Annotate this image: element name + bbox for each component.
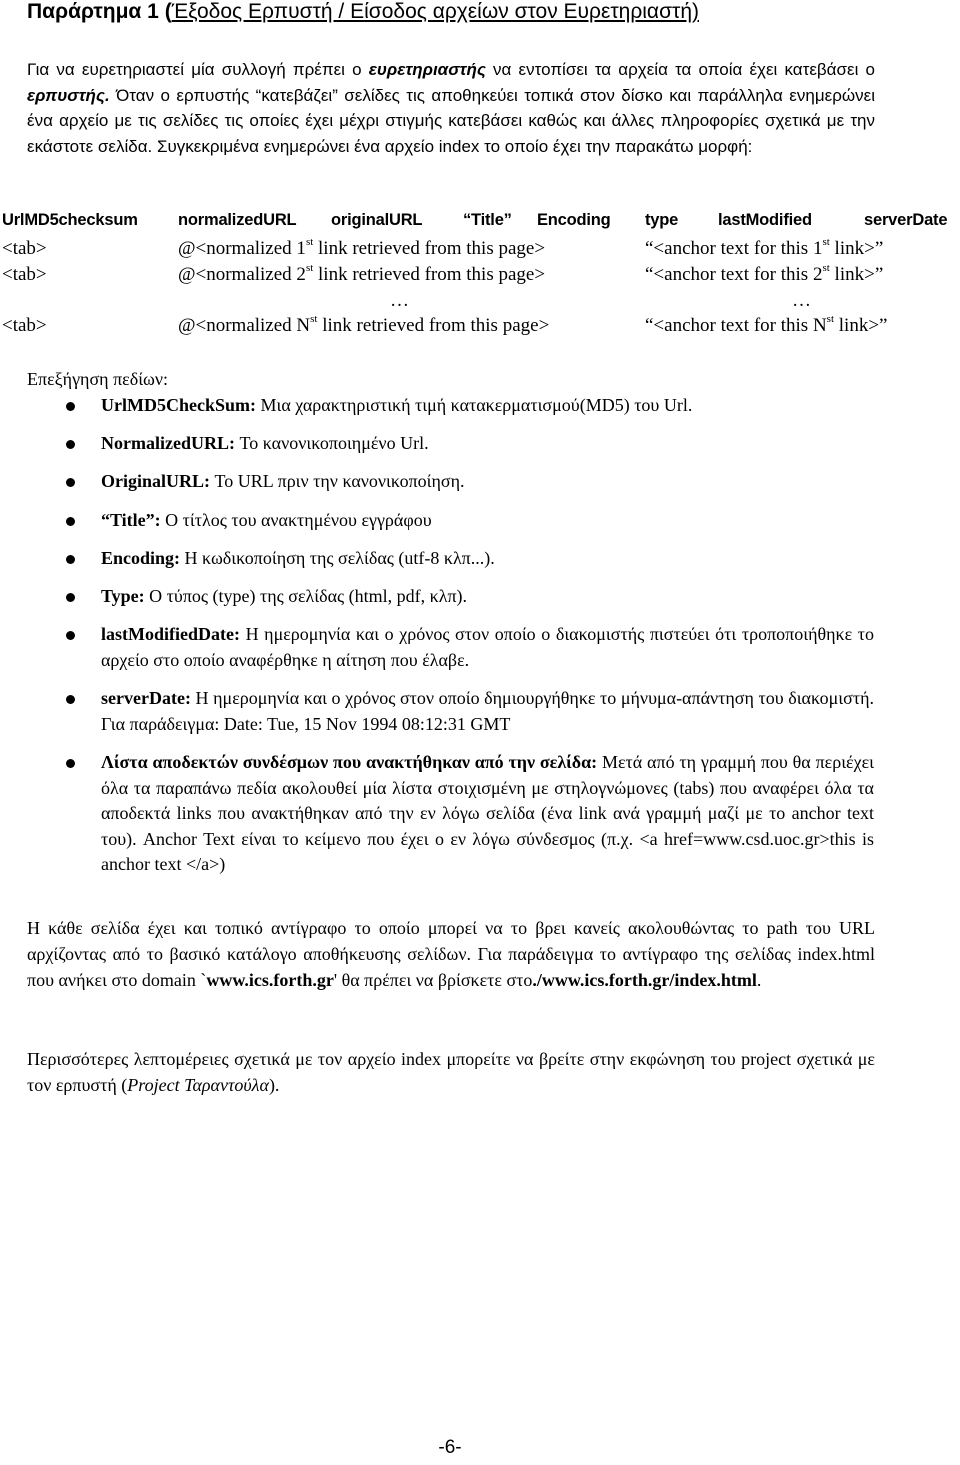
table-header-cell: originalURL <box>331 211 423 229</box>
copy-paragraph: Η κάθε σελίδα έχει και τοπικό αντίγραφο το οποίο μπορεί να το βρει κανείς ακολουθώντας το path του URL αρχίζοντας από το βασικό κατάλογο αποθήκευσης σελίδων. Για παράδειγμα το αντίγραφο της σελίδας index.html που ανήκει στο domain `www.ics.forth.gr' θα πρέπει να βρίσκετε στο./www.ics.forth.gr/index.html. <box>27 918 875 990</box>
row-anchor: “<anchor text for this 1st link>” <box>645 236 884 259</box>
bullet-icon <box>66 695 75 704</box>
row-link: @<normalized 1st link retrieved from this page> <box>178 236 546 259</box>
field-item: NormalizedURL: Το κανονικοποιημένο Url. <box>101 433 429 453</box>
ellipsis: … <box>792 290 811 311</box>
bullet-icon <box>66 478 75 487</box>
table-header-cell: Encoding <box>537 211 611 229</box>
row-link: @<normalized $N^{st}$ link retrieved from this page> <box>178 313 550 336</box>
table-header-cell: normalizedURL <box>178 211 297 229</box>
bullet-icon <box>66 631 75 640</box>
bullet-icon <box>66 593 75 602</box>
field-item: Λίστα αποδεκτών συνδέσμων που ανακτήθηκαν από την σελίδα: Μετά από τη γραμμή που θα περιέχει όλα τα παραπάνω πεδία ακολουθεί μία λίστα στοιχισμένη με στηλογνώμονες (tabs) που αναφέρει όλα τα αποδεκτά links που ανακτήθηκαν από την εν λόγω σελίδα (ένα link ανά γραμμή μαζί με το anchor text του). Anchor Text είναι το κείμενο που έχει ο εν λόγω σύνδεσμος (π.χ. <a href=www.csd.uoc.gr>this is anchor text </a>) <box>101 752 874 874</box>
field-item: “Title”: O τίτλος του ανακτημένου εγγράφου <box>101 510 432 530</box>
row-tab: <tab> <box>2 238 47 259</box>
table-header-cell: serverDate <box>864 211 948 229</box>
field-item: serverDate: Η ημερομηνία και ο χρόνος στον οποίο δημιουργήθηκε το μήνυμα-απάντηση του διακομιστή. Για παράδειγμα: Date: Tue, 15 Nov 1994 08:12:31 GMT <box>101 688 874 734</box>
intro-paragraph: Για να ευρετηριαστεί μία συλλογή πρέπει ο ευρετηριαστής να εντοπίσει τα αρχεία τα οποία έχει κατεβάσει ο ερπυστής. Όταν ο ερπυστής “κατεβάζει” σελίδες τις αποθηκεύει τοπικά στον δίσκο και παράλληλα ενημερώνει ένα αρχείο με τις σελίδες τις οποίες έχει μέχρι στιγμής κατεβάσει καθώς και άλλες πληροφορίες σχετικά με την εκάστοτε σελίδα. Συγκεκριμένα ενημερώνει ένα αρχείο index το οποίο έχει την παρακάτω μορφή: <box>27 60 875 156</box>
page-number: -6- <box>438 1437 462 1458</box>
bullet-icon <box>66 759 75 768</box>
more-paragraph: Περισσότερες λεπτομέρειες σχετικά με τον αρχείο index μπορείτε να βρείτε στην εκφώνηση του project σχετικά με τον ερπυστή (Project Ταραντούλα). <box>27 1049 875 1095</box>
field-item: OriginalURL: Το URL πριν την κανονικοποίηση. <box>101 471 465 491</box>
bullet-icon <box>66 440 75 449</box>
field-item: Type: O τύπος (type) της σελίδας (html, pdf, κλπ). <box>101 586 468 606</box>
bullet-icon <box>66 555 75 564</box>
row-tab: <tab> <box>2 264 47 285</box>
table-header-cell: lastModified <box>718 211 812 229</box>
page-title: Παράρτημα 1 (Έξοδος Ερπυστή / Είσοδος αρχείων στον Ευρετηριαστή) <box>27 0 699 23</box>
table-header-cell: “Title” <box>463 211 512 229</box>
ellipsis: … <box>390 290 409 311</box>
bullet-icon <box>66 517 75 526</box>
table-header-cell: UrlMD5checksum <box>2 211 138 229</box>
row-anchor: “<anchor text for this 2st link>” <box>645 262 884 285</box>
fields-intro: Επεξήγηση πεδίων: <box>27 369 169 389</box>
field-item: UrlMD5CheckSum: Μια χαρακτηριστική τιμή κατακερματισμού(MD5) του Url. <box>101 395 693 415</box>
row-link: @<normalized 2st link retrieved from this page> <box>178 262 546 285</box>
bullet-icon <box>66 402 75 411</box>
row-anchor: “<anchor text for this $N^{st}$ link>” <box>645 313 888 336</box>
row-tab: <tab> <box>2 315 47 336</box>
field-item: Encoding: Η κωδικοποίηση της σελίδας (utf-8 κλπ...). <box>101 548 495 568</box>
field-item: lastModifiedDate: Η ημερομηνία και ο χρόνος στον οποίο ο διακομιστής πιστεύει ότι τροποποιήθηκε το αρχείο στο οποίο αναφέρθηκε η αίτηση που έλαβε. <box>101 624 874 670</box>
table-header-cell: type <box>645 211 679 229</box>
